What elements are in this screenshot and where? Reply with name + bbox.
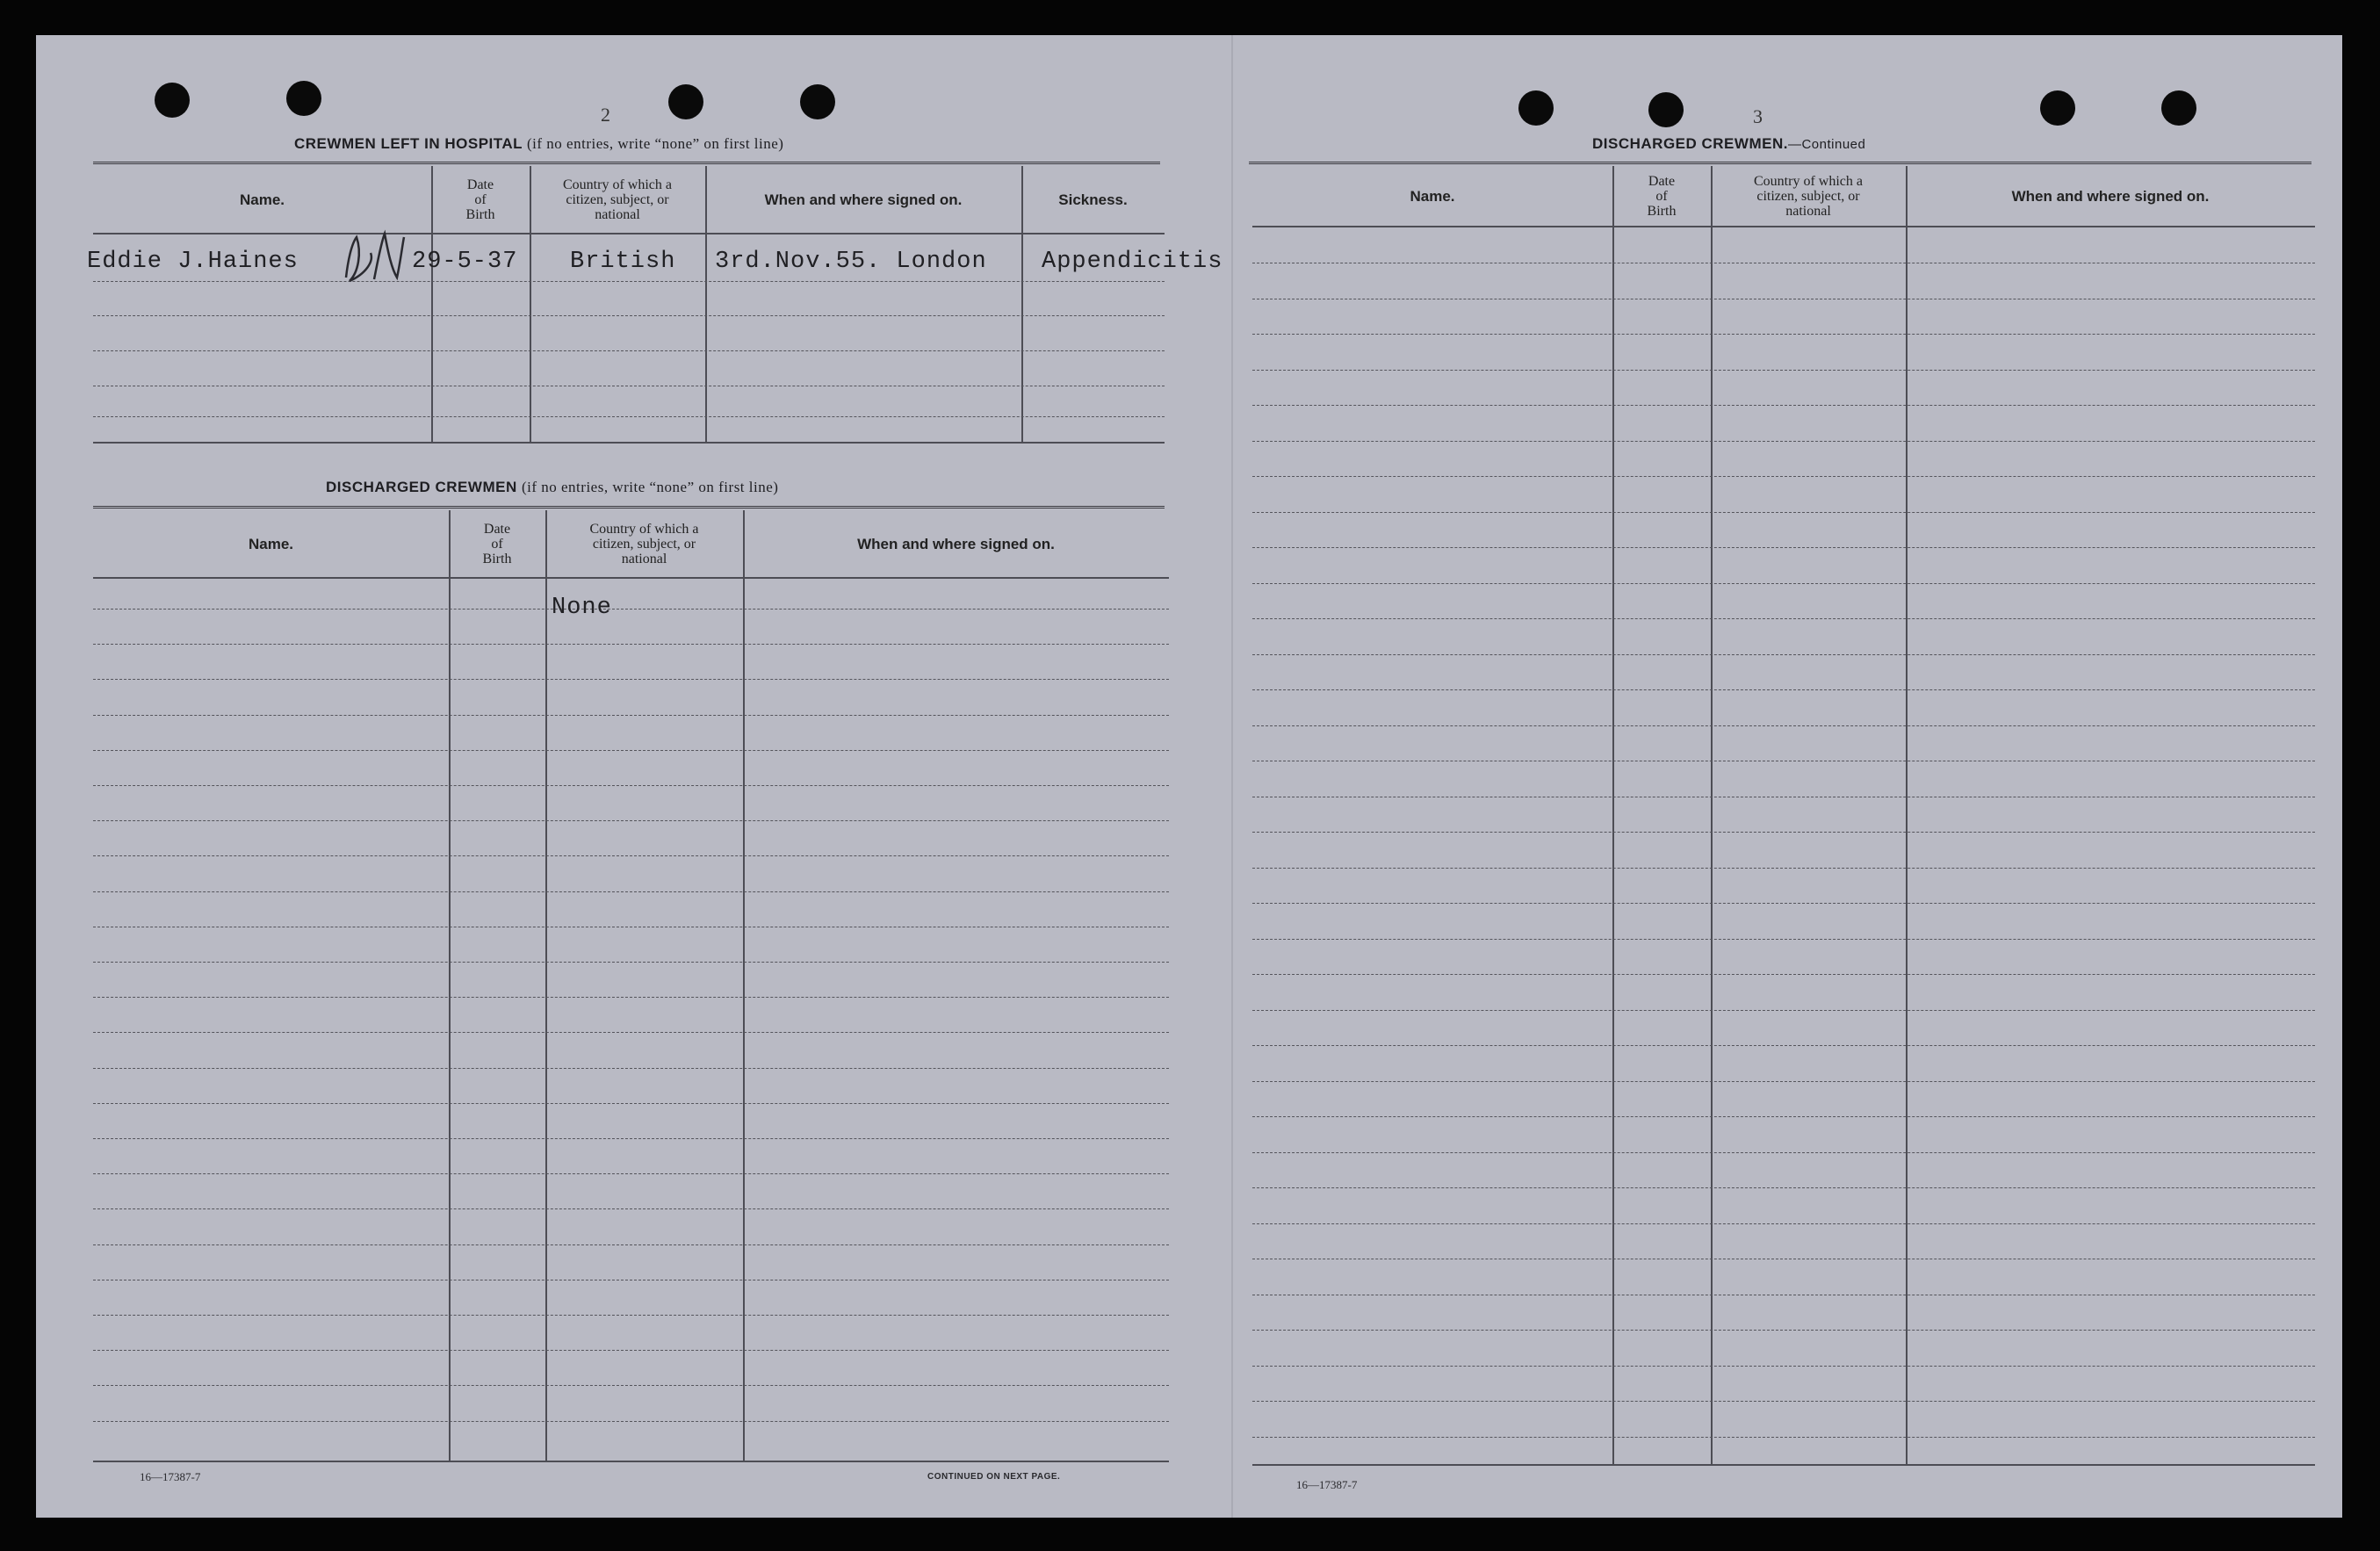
column-divider (530, 166, 531, 443)
entry-line (1252, 1223, 2315, 1224)
entry-line (1252, 725, 2315, 726)
column-divider (743, 510, 745, 1461)
continued-header-name: Name. (1410, 187, 1455, 205)
entry-line (1252, 547, 2315, 548)
column-divider (545, 510, 547, 1461)
column-divider (1612, 166, 1614, 1466)
entry-line (93, 679, 1169, 680)
hospital-entry-name: Eddie J.Haines (87, 249, 299, 275)
form-number-left: 16—17387-7 (140, 1470, 201, 1483)
column-divider (1021, 166, 1023, 443)
hospital-header-country: Country of which a citizen, subject, or national (563, 177, 672, 222)
entry-line (1252, 974, 2315, 975)
table-bottom-rule (1252, 1464, 2315, 1466)
form-number-right: 16—17387-7 (1296, 1478, 1358, 1491)
discharged-table (93, 510, 1169, 1461)
discharged-entry-none: None (552, 595, 612, 621)
entry-line (93, 1244, 1169, 1245)
entry-line (1252, 583, 2315, 584)
entry-line (1252, 1437, 2315, 1438)
hospital-entry-signed: 3rd.Nov.55. London (715, 249, 987, 275)
page-number-left: 2 (601, 104, 610, 126)
continued-on-next-page: CONTINUED ON NEXT PAGE. (927, 1472, 1061, 1482)
hospital-entry-sickness: Appendicitis (1042, 249, 1223, 275)
punch-hole (1648, 92, 1684, 127)
entry-line (93, 962, 1169, 963)
entry-line (1252, 654, 2315, 655)
entry-line (93, 416, 1165, 417)
entry-line (1252, 689, 2315, 690)
hospital-section-title (294, 135, 783, 153)
punch-hole (1518, 90, 1554, 126)
hospital-top-rule (93, 162, 1160, 164)
entry-line (93, 1138, 1169, 1139)
column-divider (431, 166, 433, 443)
entry-line (93, 315, 1165, 316)
header-rule (93, 233, 1165, 234)
entry-line (1252, 618, 2315, 619)
hospital-entry-country: British (570, 249, 676, 275)
entry-line (93, 997, 1169, 998)
hospital-header-signed: When and where signed on. (764, 191, 963, 208)
entry-line (93, 1315, 1169, 1316)
entry-line (93, 1173, 1169, 1174)
entry-line (93, 820, 1169, 821)
header-rule (93, 577, 1169, 579)
table-bottom-rule (93, 442, 1165, 444)
discharged-header-name: Name. (248, 535, 294, 552)
entry-line (1252, 1081, 2315, 1082)
column-divider (1711, 166, 1713, 1466)
entry-line (1252, 832, 2315, 833)
entry-line (93, 1385, 1169, 1386)
entry-line (1252, 939, 2315, 940)
entry-line (1252, 868, 2315, 869)
entry-line (93, 1208, 1169, 1209)
column-divider (1906, 166, 1908, 1466)
punch-hole (286, 81, 321, 116)
page-fold (1231, 35, 1233, 1518)
entry-line (93, 715, 1169, 716)
entry-line (1252, 1187, 2315, 1188)
continued-title-note: —Continued (1787, 137, 1866, 152)
entry-line (93, 609, 1169, 610)
hospital-table (93, 166, 1165, 443)
continued-table (1252, 166, 2315, 1466)
entry-line (1252, 370, 2315, 371)
column-divider (705, 166, 707, 443)
entry-line (1252, 1330, 2315, 1331)
hospital-header-name: Name. (239, 191, 285, 208)
discharged-header-signed: When and where signed on. (857, 535, 1055, 552)
entry-line (1252, 405, 2315, 406)
entry-line (93, 785, 1169, 786)
entry-line (93, 644, 1169, 645)
entry-line (1252, 1010, 2315, 1011)
punch-hole (668, 84, 703, 119)
document-sheet (36, 35, 2342, 1518)
hospital-title-note: (if no entries, write “none” on first line) (527, 135, 784, 152)
punch-hole (2161, 90, 2196, 126)
table-bottom-rule (93, 1461, 1169, 1462)
entry-line (1252, 441, 2315, 442)
discharged-header-dob: Date of Birth (482, 521, 512, 566)
entry-line (1252, 476, 2315, 477)
continued-section-title (1592, 135, 1865, 153)
entry-line (93, 1032, 1169, 1033)
column-divider (449, 510, 451, 1461)
hospital-title-text: CREWMEN LEFT IN HOSPITAL (294, 135, 523, 152)
entry-line (1252, 1401, 2315, 1402)
continued-title-text: DISCHARGED CREWMEN. (1592, 135, 1788, 152)
punch-hole (800, 84, 835, 119)
hospital-header-sickness: Sickness. (1058, 191, 1128, 208)
header-rule (1252, 226, 2315, 227)
entry-line (1252, 1045, 2315, 1046)
entry-line (93, 1103, 1169, 1104)
entry-line (1252, 1116, 2315, 1117)
entry-line (1252, 1152, 2315, 1153)
hospital-header-dob: Date of Birth (465, 177, 495, 222)
entry-line (93, 750, 1169, 751)
punch-hole (2040, 90, 2075, 126)
handwritten-initials (339, 227, 409, 290)
continued-header-dob: Date of Birth (1647, 173, 1677, 219)
entry-line (1252, 334, 2315, 335)
entry-line (93, 891, 1169, 892)
entry-line (1252, 1366, 2315, 1367)
continued-header-signed: When and where signed on. (2011, 187, 2210, 205)
entry-line (93, 350, 1165, 351)
entry-line (1252, 903, 2315, 904)
entry-line (93, 1421, 1169, 1422)
continued-top-rule (1249, 162, 2311, 164)
entry-line (93, 1068, 1169, 1069)
discharged-top-rule (93, 506, 1165, 509)
discharged-title-note: (if no entries, write “none” on first line) (521, 479, 779, 495)
entry-line (93, 1350, 1169, 1351)
page-number-right: 3 (1753, 105, 1763, 127)
entry-line (93, 281, 1165, 282)
continued-header-country: Country of which a citizen, subject, or national (1754, 173, 1863, 219)
punch-hole (155, 83, 190, 118)
discharged-title-text: DISCHARGED CREWMEN (326, 479, 517, 495)
hospital-entry-dob: 29-5-37 (412, 249, 518, 275)
discharged-section-title (326, 479, 778, 496)
discharged-header-country: Country of which a citizen, subject, or national (589, 521, 699, 566)
entry-line (1252, 512, 2315, 513)
entry-line (93, 855, 1169, 856)
